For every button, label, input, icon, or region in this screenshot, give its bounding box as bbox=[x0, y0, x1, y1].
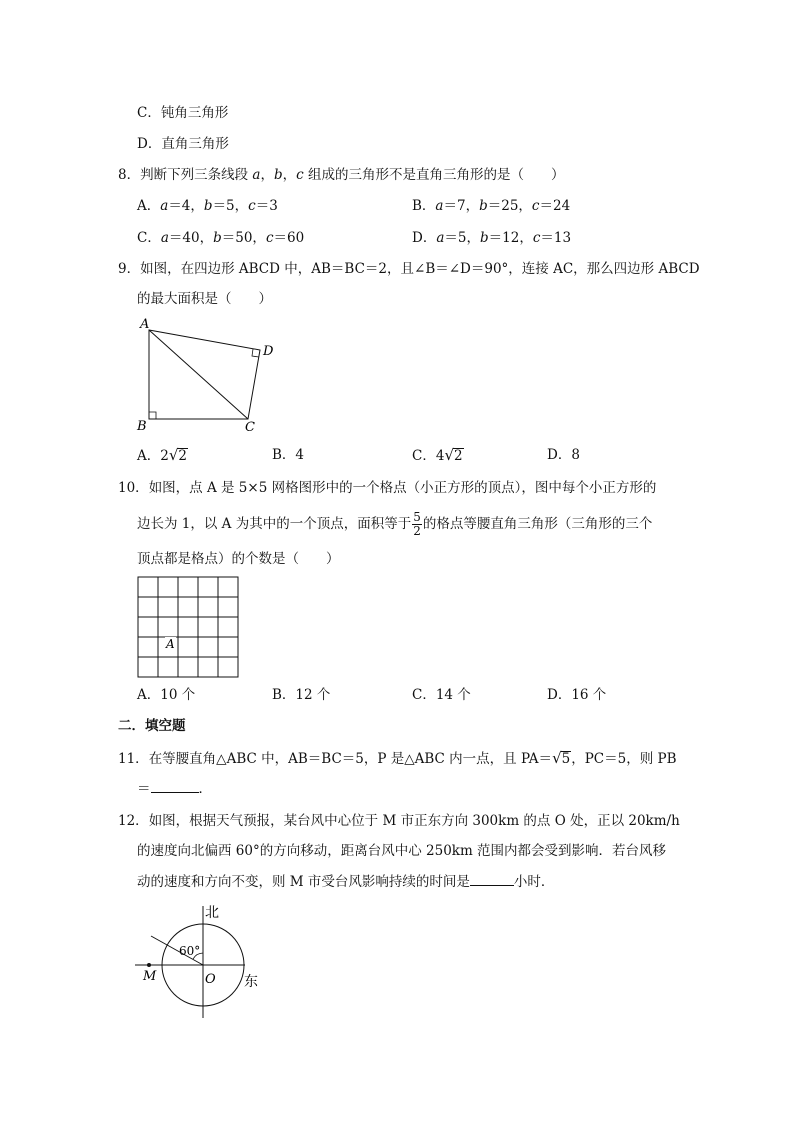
q10-option-c: C．14 个 bbox=[412, 687, 471, 703]
right-angle-b-marker bbox=[149, 412, 156, 419]
q7-option-c: C．钝角三角形 bbox=[137, 105, 229, 121]
q9-quadrilateral-figure bbox=[130, 312, 290, 437]
q10-option-b: B．12 个 bbox=[272, 687, 331, 703]
q10-stem-line3: 顶点都是格点）的个数是（ ） bbox=[137, 551, 340, 567]
q8-stem: 8．判断下列三条线段 a，b，c 组成的三角形不是直角三角形的是（ ） bbox=[118, 167, 565, 183]
q8-stem-a: 判断下列三条线段 bbox=[140, 167, 253, 183]
q8-option-c: C．a＝40，b＝50，c＝60 bbox=[137, 230, 305, 246]
q11-answer-blank[interactable] bbox=[151, 780, 199, 793]
fraction-five-halves: $\frac{5}{2}$ bbox=[413, 510, 421, 538]
point-m-label: M bbox=[143, 969, 157, 984]
east-label: 东 bbox=[244, 974, 258, 990]
q9-option-a: A．2√2 bbox=[137, 446, 187, 464]
label-b: B bbox=[137, 419, 147, 434]
q12-stem-line1: 12．如图，根据天气预报，某台风中心位于 M 市正东方向 300km 的点 O 处，正以 20km/h bbox=[118, 813, 680, 829]
q9-option-c: C．4√2 bbox=[412, 446, 463, 464]
label-c: C bbox=[245, 420, 255, 435]
label-d: D bbox=[263, 344, 274, 359]
point-m-dot bbox=[147, 963, 151, 967]
q12-answer-blank[interactable] bbox=[470, 873, 514, 886]
q9-number: 9． bbox=[118, 261, 141, 277]
grid-5x5 bbox=[138, 577, 238, 677]
q10-stem-line2: 边长为 1，以 A 为其中的一个顶点，面积等于 $\frac{5}{2}$ 的格点等腰直角三角形（三角形的三个 bbox=[137, 510, 653, 538]
diagonal-ac bbox=[149, 330, 248, 419]
q8-number: 8． bbox=[118, 167, 141, 183]
grid-point-a-label: A bbox=[166, 637, 175, 651]
q10-option-a: A．10 个 bbox=[137, 687, 196, 703]
q9-stem-line2: 的最大面积是（ ） bbox=[137, 291, 272, 307]
q9-option-b: B．4 bbox=[272, 447, 305, 463]
q11-number: 11． bbox=[118, 751, 149, 767]
q11-stem-line1: 11．在等腰直角△ABC 中，AB＝BC＝5，P 是△ABC 内一点，且 PA＝√5，PC＝5，则 PB bbox=[118, 749, 677, 767]
label-a: A bbox=[140, 317, 150, 332]
q7-option-d: D．直角三角形 bbox=[137, 136, 229, 152]
q9-stem-line1: 9．如图，在四边形 ABCD 中，AB＝BC＝2，且∠B＝∠D＝90°，连接 AC，那么四边形 ABCD bbox=[118, 261, 700, 277]
q12-typhoon-figure bbox=[135, 898, 265, 1022]
q9-option-d: D．8 bbox=[547, 447, 580, 463]
q8-option-b: B．a＝7，b＝25，c＝24 bbox=[412, 198, 571, 214]
q8-option-a: A．a＝4，b＝5，c＝3 bbox=[137, 198, 278, 214]
north-label: 北 bbox=[205, 905, 219, 921]
q12-stem-line3: 动的速度和方向不变，则 M 市受台风影响持续的时间是 小时． bbox=[137, 874, 555, 890]
q10-number: 10． bbox=[118, 480, 149, 496]
q10-grid-figure bbox=[136, 575, 240, 679]
q11-stem-line2: ＝ ． bbox=[137, 781, 212, 797]
quadrilateral-abcd bbox=[149, 330, 260, 419]
section-fill-in-blank-title: 二．填空题 bbox=[118, 718, 186, 734]
q12-number: 12． bbox=[118, 813, 149, 829]
q8-option-d: D．a＝5，b＝12，c＝13 bbox=[412, 230, 572, 246]
right-angle-d-marker bbox=[252, 349, 259, 357]
q8-stem-b: 组成的三角形不是直角三角形的是（ ） bbox=[303, 167, 565, 183]
angle-label: 60° bbox=[179, 944, 201, 958]
q10-option-d: D．16 个 bbox=[547, 687, 607, 703]
q12-stem-line2: 的速度向北偏西 60°的方向移动，距离台风中心 250km 范围内都会受到影响．若台风移 bbox=[137, 843, 667, 859]
q10-stem-line1: 10．如图，点 A 是 5×5 网格图形中的一个格点（小正方形的顶点），图中每个小正方形的 bbox=[118, 480, 657, 496]
point-o-label: O bbox=[205, 972, 216, 987]
